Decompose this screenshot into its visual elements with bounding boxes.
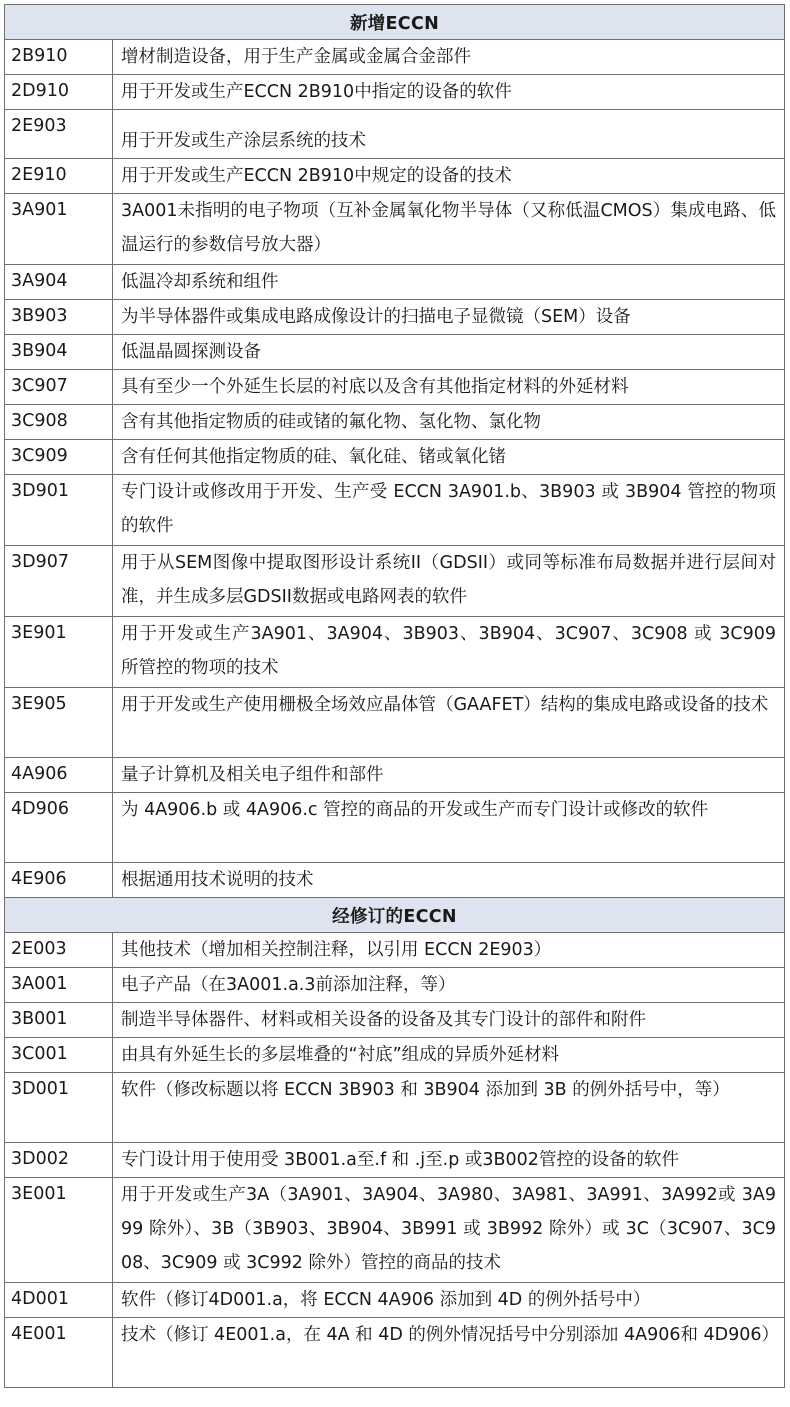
eccn-code-cell: 3E905	[5, 688, 113, 758]
eccn-code-cell: 2E910	[5, 159, 113, 194]
table-row	[5, 110, 785, 159]
table-row	[5, 1143, 785, 1178]
eccn-description-cell: 3A001未指明的电子物项（互补金属氧化物半导体（又称低温CMOS）集成电路、低温运行的参数信号放大器）	[113, 194, 785, 265]
eccn-code-cell: 2E903	[5, 110, 113, 159]
table-row	[5, 688, 785, 758]
eccn-code-cell: 4D906	[5, 793, 113, 863]
eccn-code-cell: 3C907	[5, 370, 113, 405]
section-header-row	[5, 5, 785, 40]
eccn-description-cell: 用于开发或生产使用栅极全场效应晶体管（GAAFET）结构的集成电路或设备的技术	[113, 688, 785, 758]
eccn-description-cell: 专门设计或修改用于开发、生产受 ECCN 3A901.b、3B903 或 3B904 管控的物项的软件	[113, 475, 785, 546]
eccn-description-cell: 用于从SEM图像中提取图形设计系统II（GDSII）或同等标准布局数据并进行层间对准，并生成多层GDSII数据或电路网表的软件	[113, 546, 785, 617]
eccn-code-cell: 3A904	[5, 265, 113, 300]
table-row	[5, 546, 785, 617]
eccn-code-cell: 2E003	[5, 933, 113, 968]
eccn-code-cell: 4E001	[5, 1318, 113, 1388]
eccn-description-cell: 用于开发或生产3A901、3A904、3B903、3B904、3C907、3C908 或 3C909 所管控的物项的技术	[113, 617, 785, 688]
table-row	[5, 1178, 785, 1283]
section-title: 经修订的ECCN	[5, 898, 785, 933]
table-row	[5, 300, 785, 335]
eccn-description-cell: 低温冷却系统和组件	[113, 265, 785, 300]
table-row	[5, 1003, 785, 1038]
eccn-code-cell: 3A901	[5, 194, 113, 265]
section-title: 新增ECCN	[5, 5, 785, 40]
eccn-table	[4, 4, 785, 1388]
table-row	[5, 194, 785, 265]
table-row	[5, 1073, 785, 1143]
table-row	[5, 440, 785, 475]
table-row	[5, 758, 785, 793]
eccn-code-cell: 3B904	[5, 335, 113, 370]
eccn-description-cell: 具有至少一个外延生长层的衬底以及含有其他指定材料的外延材料	[113, 370, 785, 405]
table-row	[5, 1038, 785, 1073]
eccn-description-cell: 为半导体器件或集成电路成像设计的扫描电子显微镜（SEM）设备	[113, 300, 785, 335]
eccn-description-cell: 其他技术（增加相关控制注释，以引用 ECCN 2E903）	[113, 933, 785, 968]
eccn-description-cell: 软件（修订4D001.a，将 ECCN 4A906 添加到 4D 的例外括号中）	[113, 1283, 785, 1318]
eccn-code-cell: 3A001	[5, 968, 113, 1003]
table-row	[5, 475, 785, 546]
table-row	[5, 75, 785, 110]
eccn-description-cell: 专门设计用于使用受 3B001.a至.f 和 .j至.p 或3B002管控的设备的软件	[113, 1143, 785, 1178]
table-row	[5, 1283, 785, 1318]
eccn-description-cell: 增材制造设备，用于生产金属或金属合金部件	[113, 40, 785, 75]
eccn-description-cell: 含有其他指定物质的硅或锗的氟化物、氢化物、氯化物	[113, 405, 785, 440]
eccn-description-cell: 电子产品（在3A001.a.3前添加注释，等）	[113, 968, 785, 1003]
eccn-code-cell: 3B903	[5, 300, 113, 335]
eccn-description-cell: 技术（修订 4E001.a，在 4A 和 4D 的例外情况括号中分别添加 4A906和 4D906）	[113, 1318, 785, 1388]
table-row	[5, 40, 785, 75]
table-row	[5, 265, 785, 300]
eccn-code-cell: 4E906	[5, 863, 113, 898]
eccn-code-cell: 3D907	[5, 546, 113, 617]
eccn-description-cell: 用于开发或生产3A（3A901、3A904、3A980、3A981、3A991、3A992或 3A999 除外）、3B（3B903、3B904、3B991 或 3B992 除外）或 3C（3C907、3C908、3C909 或 3C992 除外）管控的商品的技术	[113, 1178, 785, 1283]
eccn-code-cell: 2D910	[5, 75, 113, 110]
eccn-description-cell: 由具有外延生长的多层堆叠的“衬底”组成的异质外延材料	[113, 1038, 785, 1073]
table-row	[5, 968, 785, 1003]
eccn-description-cell: 软件（修改标题以将 ECCN 3B903 和 3B904 添加到 3B 的例外括号中，等）	[113, 1073, 785, 1143]
table-row	[5, 159, 785, 194]
eccn-code-cell: 3E001	[5, 1178, 113, 1283]
eccn-description-cell: 低温晶圆探测设备	[113, 335, 785, 370]
eccn-description-cell: 根据通用技术说明的技术	[113, 863, 785, 898]
eccn-code-cell: 3D901	[5, 475, 113, 546]
eccn-code-cell: 3D001	[5, 1073, 113, 1143]
eccn-code-cell: 3D002	[5, 1143, 113, 1178]
eccn-code-cell: 4D001	[5, 1283, 113, 1318]
eccn-code-cell: 2B910	[5, 40, 113, 75]
table-row	[5, 933, 785, 968]
eccn-description-cell: 制造半导体器件、材料或相关设备的设备及其专门设计的部件和附件	[113, 1003, 785, 1038]
eccn-table-sheet	[4, 4, 784, 1388]
eccn-table-body	[5, 5, 785, 1388]
eccn-code-cell: 3B001	[5, 1003, 113, 1038]
eccn-code-cell: 3C001	[5, 1038, 113, 1073]
eccn-code-cell: 4A906	[5, 758, 113, 793]
eccn-code-cell: 3C908	[5, 405, 113, 440]
eccn-description-cell: 为 4A906.b 或 4A906.c 管控的商品的开发或生产而专门设计或修改的软件	[113, 793, 785, 863]
table-row	[5, 617, 785, 688]
eccn-code-cell: 3E901	[5, 617, 113, 688]
table-row	[5, 335, 785, 370]
eccn-description-cell: 量子计算机及相关电子组件和部件	[113, 758, 785, 793]
table-row	[5, 370, 785, 405]
eccn-description-cell: 用于开发或生产ECCN 2B910中规定的设备的技术	[113, 159, 785, 194]
table-row	[5, 793, 785, 863]
eccn-description-cell: 用于开发或生产涂层系统的技术	[113, 110, 785, 159]
table-row	[5, 1318, 785, 1388]
eccn-description-cell: 含有任何其他指定物质的硅、氧化硅、锗或氧化锗	[113, 440, 785, 475]
table-row	[5, 405, 785, 440]
table-row	[5, 863, 785, 898]
eccn-code-cell: 3C909	[5, 440, 113, 475]
eccn-description-cell: 用于开发或生产ECCN 2B910中指定的设备的软件	[113, 75, 785, 110]
section-header-row	[5, 898, 785, 933]
